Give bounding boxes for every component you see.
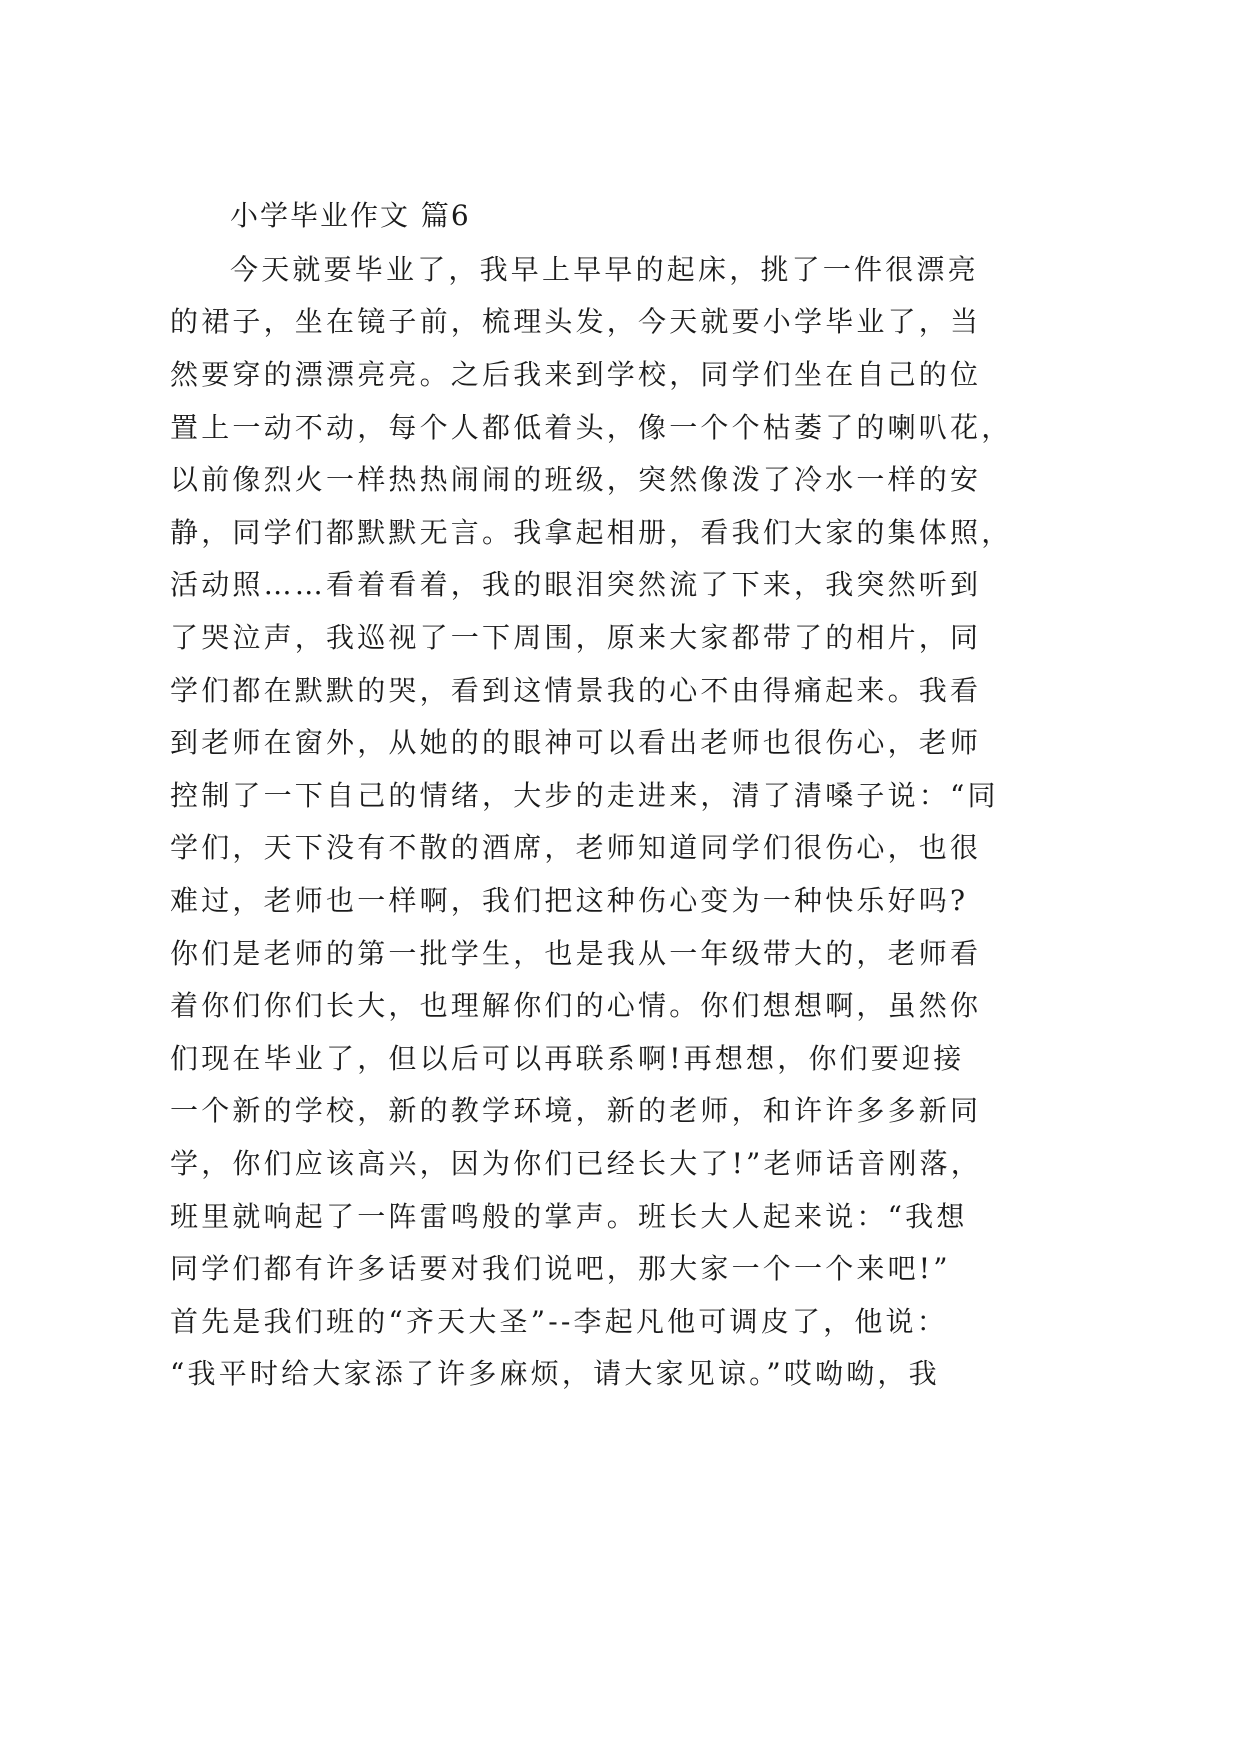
paragraph-line: 难过，老师也一样啊，我们把这种伤心变为一种快乐好吗? <box>170 884 969 917</box>
paragraph-line: 学，你们应该高兴，因为你们已经长大了!”老师话音刚落， <box>170 1147 982 1180</box>
paragraph-line: 一个新的学校，新的教学环境，新的老师，和许许多多新同 <box>170 1094 982 1127</box>
paragraph-line: 班里就响起了一阵雷鸣般的掌声。班长大人起来说：“我想 <box>170 1200 968 1233</box>
essay-heading: 小学毕业作文 篇6 <box>230 199 471 232</box>
paragraph-line: 到老师在窗外，从她的的眼神可以看出老师也很伤心，老师 <box>170 726 982 759</box>
paragraph-line: 置上一动不动，每个人都低着头，像一个个枯萎了的喇叭花， <box>170 411 1013 444</box>
paragraph-line: 首先是我们班的“齐天大圣”--李起凡他可调皮了，他说： <box>170 1305 948 1338</box>
paragraph-line: 控制了一下自己的情绪，大步的走进来，清了清嗓子说：“同 <box>170 779 999 812</box>
paragraph-line: 同学们都有许多话要对我们说吧，那大家一个一个来吧!” <box>170 1252 951 1285</box>
paragraph-line: 学们都在默默的哭，看到这情景我的心不由得痛起来。我看 <box>170 674 982 707</box>
paragraph-line: 你们是老师的第一批学生，也是我从一年级带大的，老师看 <box>170 937 982 970</box>
paragraph-line: 学们，天下没有不散的酒席，老师知道同学们很伤心，也很 <box>170 831 982 864</box>
paragraph-line: “我平时给大家添了许多麻烦，请大家见谅。”哎呦呦，我 <box>170 1357 940 1390</box>
paragraph-line: 然要穿的漂漂亮亮。之后我来到学校，同学们坐在自己的位 <box>170 358 982 391</box>
paragraph-line: 活动照……看着看着，我的眼泪突然流了下来，我突然听到 <box>170 568 982 601</box>
paragraph-line: 的裙子，坐在镜子前，梳理头发，今天就要小学毕业了，当 <box>170 305 982 338</box>
paragraph-line: 了哭泣声，我巡视了一下周围，原来大家都带了的相片，同 <box>170 621 982 654</box>
paragraph-line: 静，同学们都默默无言。我拿起相册，看我们大家的集体照， <box>170 516 1013 549</box>
paragraph-line: 以前像烈火一样热热闹闹的班级，突然像泼了冷水一样的安 <box>170 463 982 496</box>
paragraph-line: 们现在毕业了，但以后可以再联系啊!再想想，你们要迎接 <box>170 1042 965 1075</box>
paragraph-line: 着你们你们长大，也理解你们的心情。你们想想啊，虽然你 <box>170 989 982 1022</box>
paragraph-line: 今天就要毕业了，我早上早早的起床，挑了一件很漂亮 <box>230 253 979 286</box>
